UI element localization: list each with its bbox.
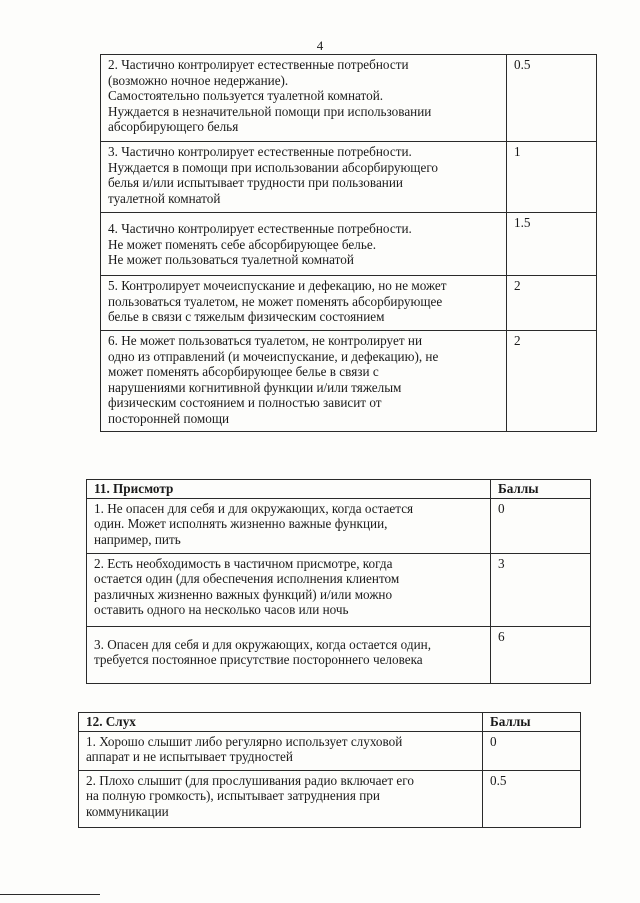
row-description: 2. Частично контролирует естественные потребности (возможно ночное недержание). Самостоятельно пользуется туалетной комнатой. Нуждается в незначительной помощи при использовании абсорбирующего белья [101, 55, 507, 142]
row-score: 6 [491, 626, 591, 683]
row-description: 2. Плохо слышит (для прослушивания радио включает его на полную громкость), испытывает затруднения при коммуникации [79, 770, 483, 827]
row-score: 1.5 [507, 213, 597, 276]
row-description: 2. Есть необходимость в частичном присмотре, когда остается один (для обеспечения исполнения клиентом различных жизненно важных функций) и/или можно оставить одного на несколько часов или ночь [87, 553, 491, 626]
row-score: 0 [483, 731, 581, 770]
row-description: 4. Частично контролирует естественные потребности. Не может поменять себе абсорбирующее белье. Не может пользоваться туалетной комнатой [101, 213, 507, 276]
row-description: 1. Не опасен для себя и для окружающих, когда остается один. Может исполнять жизненно важные функции, например, пить [87, 498, 491, 553]
table-row [101, 142, 597, 213]
hearing-table [78, 712, 581, 828]
row-description: 1. Хорошо слышит либо регулярно использует слуховой аппарат и не испытывает трудностей [79, 731, 483, 770]
table-row [101, 276, 597, 331]
supervision-table [86, 479, 591, 684]
row-description: 3. Частично контролирует естественные потребности. Нуждается в помощи при использовании абсорбирующего белья и/или испытывает трудности при пользовании туалетной комнатой [101, 142, 507, 213]
row-description: 6. Не может пользоваться туалетом, не контролирует ни одно из отправлений (и мочеиспускание, и дефекацию), не может поменять абсорбирующее белье в связи с нарушениями когнитивной функции и/или тяжелым физическим состоянием и полностью зависит от посторонней помощи [101, 331, 507, 432]
table-row [101, 213, 597, 276]
row-score: 0 [491, 498, 591, 553]
row-score: 3 [491, 553, 591, 626]
table-row [87, 626, 591, 683]
table-row [79, 770, 581, 827]
row-score: 0.5 [507, 55, 597, 142]
page-number: 4 [316, 38, 324, 53]
table-row [101, 55, 597, 142]
row-description: 3. Опасен для себя и для окружающих, когда остается один, требуется постоянное присутствие постороннего человека [87, 626, 491, 683]
row-description: 5. Контролирует мочеиспускание и дефекацию, но не может пользоваться туалетом, не может поменять абсорбирующее белье в связи с тяжелым физическим состоянием [101, 276, 507, 331]
table-row [101, 331, 597, 432]
table-header-row [79, 713, 581, 732]
table-header-row [87, 480, 591, 499]
toileting-table [100, 54, 597, 432]
row-score: 2 [507, 276, 597, 331]
footnote-separator [0, 894, 100, 895]
row-score: 0.5 [483, 770, 581, 827]
section-title: 11. Присмотр [87, 480, 491, 499]
table-row [79, 731, 581, 770]
table-row [87, 498, 591, 553]
score-column-header: Баллы [491, 480, 591, 499]
table-row [87, 553, 591, 626]
score-column-header: Баллы [483, 713, 581, 732]
row-score: 2 [507, 331, 597, 432]
row-score: 1 [507, 142, 597, 213]
section-title: 12. Слух [79, 713, 483, 732]
